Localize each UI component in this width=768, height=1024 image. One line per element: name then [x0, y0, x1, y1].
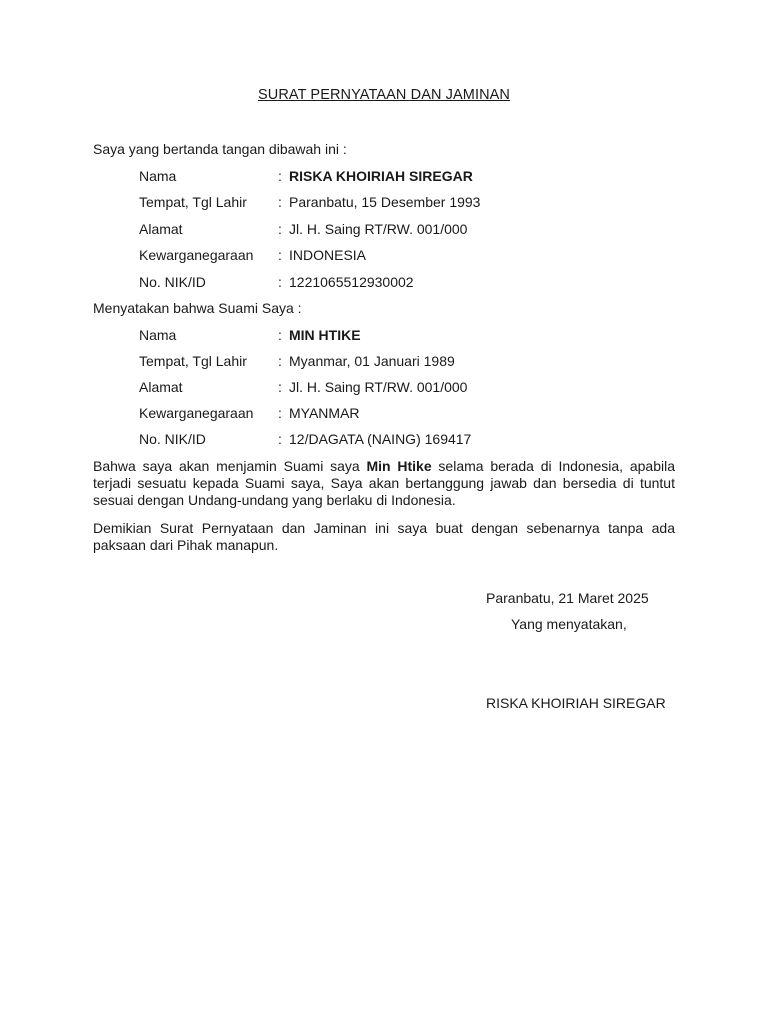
colon: :: [278, 379, 282, 395]
colon: :: [278, 168, 282, 184]
signatory-label: Yang menyatakan,: [511, 616, 627, 632]
signatory-name: RISKA KHOIRIAH SIREGAR: [486, 695, 666, 711]
husband-row-address: [0, 378, 768, 396]
declarant-row-citizenship: [0, 246, 768, 264]
field-label: Kewarganegaraan: [139, 247, 254, 263]
document-title: SURAT PERNYATAAN DAN JAMINAN: [257, 87, 511, 103]
declarant-row-name: [0, 167, 768, 185]
colon: :: [278, 274, 282, 290]
field-label: Nama: [139, 168, 177, 184]
field-value: Paranbatu, 15 Desember 1993: [289, 194, 481, 210]
field-label: Alamat: [139, 221, 183, 237]
husband-row-nik: [0, 430, 768, 448]
declarant-row-birth: [0, 193, 768, 211]
husband-row-name: [0, 326, 768, 344]
field-label: Tempat, Tgl Lahir: [139, 194, 247, 210]
field-value: 12/DAGATA (NAING) 169417: [289, 431, 472, 447]
field-value: INDONESIA: [289, 247, 367, 263]
colon: :: [278, 247, 282, 263]
field-label: Alamat: [139, 379, 183, 395]
field-value: Jl. H. Saing RT/RW. 001/000: [289, 379, 468, 395]
colon: :: [278, 353, 282, 369]
field-label: No. NIK/ID: [139, 274, 206, 290]
field-value: Myanmar, 01 Januari 1989: [289, 353, 455, 369]
field-value: Jl. H. Saing RT/RW. 001/000: [289, 221, 468, 237]
colon: :: [278, 405, 282, 421]
field-label: No. NIK/ID: [139, 431, 206, 447]
field-label: Kewarganegaraan: [139, 405, 254, 421]
field-value: MIN HTIKE: [289, 327, 361, 343]
field-value: RISKA KHOIRIAH SIREGAR: [289, 168, 473, 184]
closing-paragraph: Demikian Surat Pernyataan dan Jaminan ini saya buat dengan sebenarnya tanpa ada paksaan dari Pihak manapun.: [93, 520, 675, 553]
declarant-row-nik: [0, 273, 768, 291]
intro-text: Saya yang bertanda tangan dibawah ini :: [93, 141, 347, 157]
field-value: 1221065512930002: [289, 274, 414, 290]
field-label: Tempat, Tgl Lahir: [139, 353, 247, 369]
husband-name-inline: Min Htike: [366, 458, 432, 474]
declarant-row-address: [0, 220, 768, 238]
colon: :: [278, 431, 282, 447]
colon: :: [278, 194, 282, 210]
guarantee-paragraph: [93, 458, 675, 509]
husband-row-citizenship: [0, 404, 768, 422]
field-value: MYANMAR: [289, 405, 360, 421]
paragraph-text-before: Bahwa saya akan menjamin Suami saya: [93, 458, 367, 474]
paragraph-text-after: selama berada di Indonesia, apabila terjadi sesuatu kepada Suami saya, Saya akan bertanggung jawab dan bersedia di tuntut sesuai dengan Undang-undang yang berlaku di Indonesia.: [93, 458, 675, 508]
husband-intro-text: Menyatakan bahwa Suami Saya :: [93, 300, 302, 316]
field-label: Nama: [139, 327, 177, 343]
husband-row-birth: [0, 352, 768, 370]
colon: :: [278, 327, 282, 343]
colon: :: [278, 221, 282, 237]
place-date: Paranbatu, 21 Maret 2025: [486, 590, 649, 606]
